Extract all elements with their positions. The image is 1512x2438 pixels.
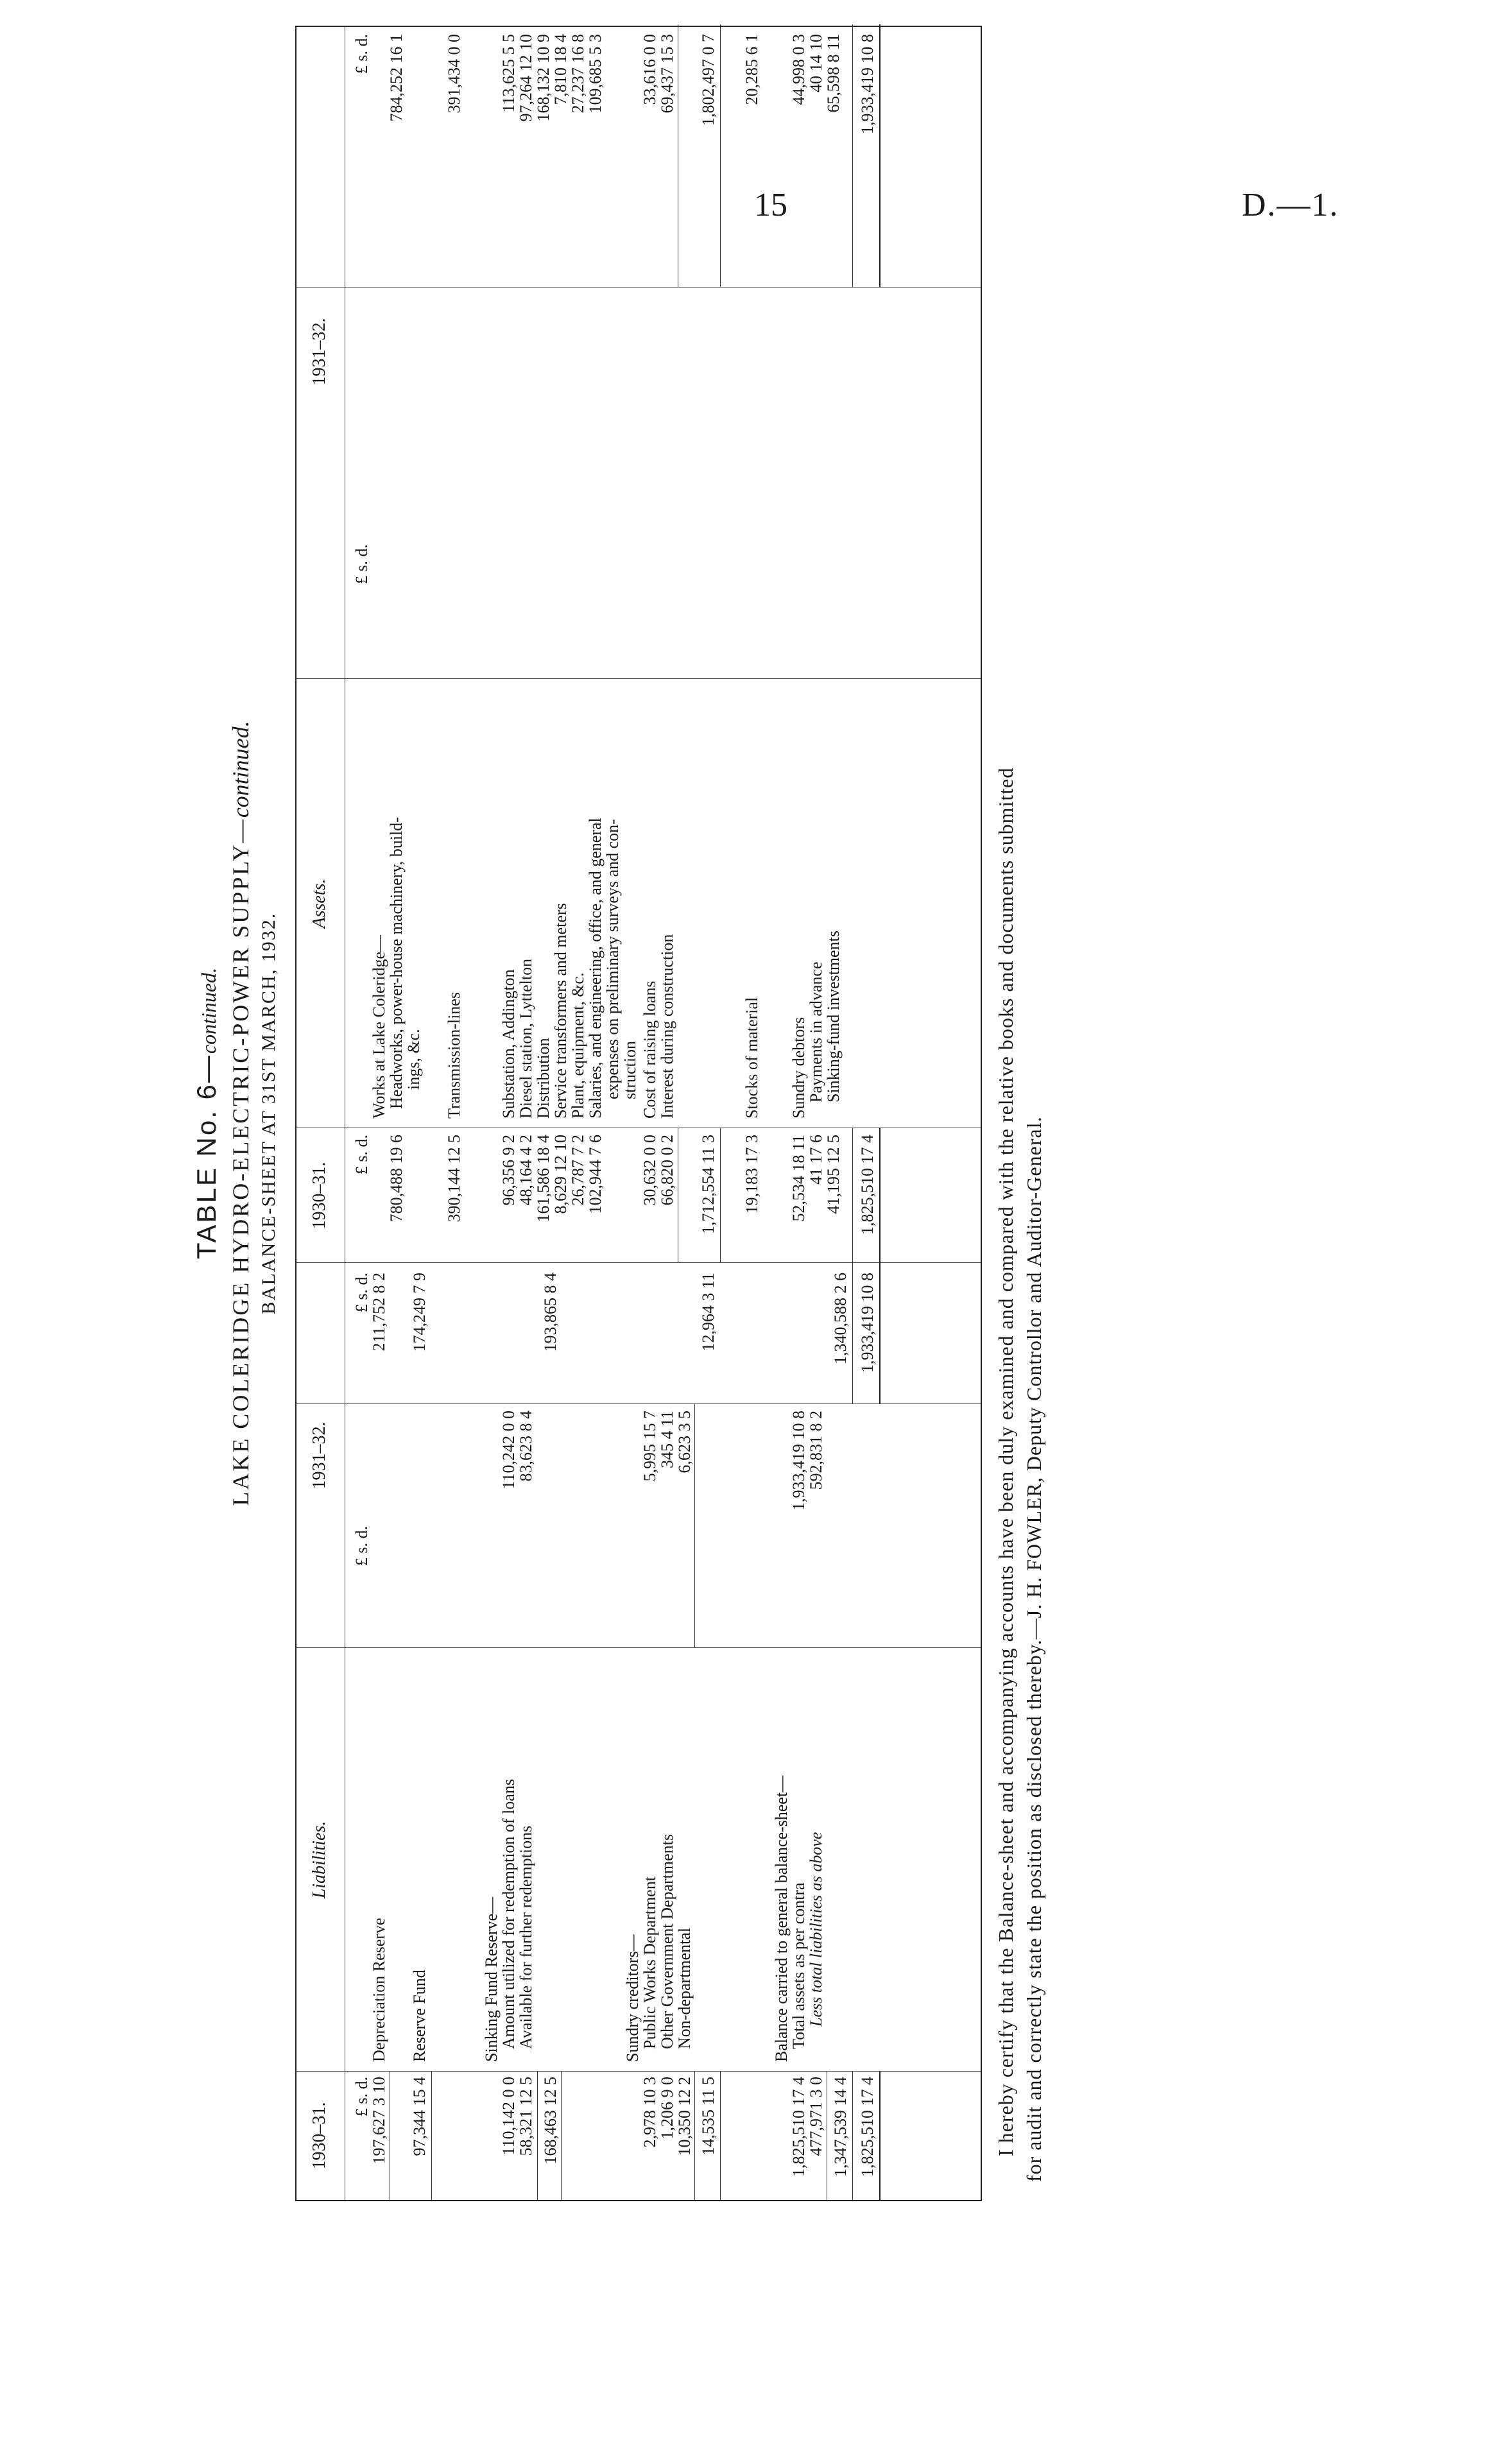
pwd-prev: 2,978 10 3 bbox=[640, 2077, 659, 2148]
cost-loans-cur: 33,616 0 0 bbox=[640, 34, 659, 105]
headworks-label-2: ings, &c. bbox=[404, 1029, 423, 1090]
transmission-cur: 391,434 0 0 bbox=[445, 34, 463, 114]
page-number: 15 bbox=[754, 187, 787, 223]
substation-label: Substation, Addington bbox=[499, 969, 518, 1119]
salaries-label-3: struction bbox=[621, 1041, 639, 1099]
rotated-balance-sheet bbox=[186, 13, 1046, 2214]
cred-total-prev: 14,535 11 5 bbox=[699, 2077, 717, 2156]
salaries-label: Salaries, and engineering, office, and general bbox=[586, 818, 605, 1119]
cost-loans-prev: 30,632 0 0 bbox=[640, 1135, 659, 1206]
units-label: £ s. d. bbox=[352, 1273, 371, 1313]
liab-grand-prev: 1,825,510 17 4 bbox=[858, 2077, 877, 2177]
salaries-label-2: expenses on preliminary surveys and con- bbox=[603, 819, 622, 1099]
pwd-label: Public Works Department bbox=[640, 1876, 659, 2049]
salaries-prev: 102,944 7 6 bbox=[586, 1135, 605, 1214]
other-gov-prev: 1,206 9 0 bbox=[658, 2077, 676, 2140]
depreciation-prev: 197,627 3 10 bbox=[370, 2077, 388, 2165]
table-title: TABLE No. 6—continued. bbox=[191, 967, 221, 1260]
interest-label: Interest during construction bbox=[658, 934, 676, 1119]
service-prev: 8,629 12 10 bbox=[551, 1135, 570, 1214]
sink-total-cur: 193,865 8 4 bbox=[541, 1273, 560, 1352]
other-gov-label: Other Government Departments bbox=[658, 1833, 676, 2049]
sinking-inv-cur: 65,598 8 11 bbox=[824, 34, 843, 113]
units-label: £ s. d. bbox=[352, 2077, 371, 2117]
nondep-prev: 10,350 12 2 bbox=[675, 2077, 694, 2156]
units-label: £ s. d. bbox=[352, 1526, 371, 1567]
diesel-cur: 97,264 12 10 bbox=[517, 34, 535, 122]
balance-heading: Balance carried to general balance-sheet— bbox=[772, 1775, 791, 2062]
units-label: £ s. d. bbox=[352, 544, 371, 585]
debtors-prev: 52,534 18 11 bbox=[789, 1135, 808, 1222]
headworks-cur: 784,252 16 1 bbox=[387, 34, 406, 122]
certificate-line-1: I hereby certify that the Balance-sheet and accompanying accounts have been duly examined and compared with the relative books and documents submitted bbox=[994, 767, 1017, 2156]
substation-cur: 113,625 5 5 bbox=[499, 34, 518, 113]
substation-prev: 96,356 9 2 bbox=[499, 1135, 518, 1206]
assets-subtotal-prev: 1,712,554 11 3 bbox=[699, 1135, 717, 1235]
sink-util-prev: 110,142 0 0 bbox=[499, 2077, 518, 2156]
sink-util-label: Amount utilized for redemption of loans bbox=[499, 1779, 518, 2049]
creditors-heading: Sundry creditors— bbox=[623, 1934, 642, 2062]
liabilities-header: Liabilities. bbox=[309, 1821, 329, 1899]
assets-prev-header: 1930–31. bbox=[309, 1162, 329, 1230]
liab-prev-header: 1930–31. bbox=[309, 2102, 329, 2170]
audit-certificate bbox=[992, 26, 1048, 2182]
works-heading: Works at Lake Coleridge— bbox=[370, 935, 388, 1119]
transmission-prev: 390,144 12 5 bbox=[445, 1135, 463, 1223]
cost-loans-label: Cost of raising loans bbox=[640, 981, 659, 1119]
total-assets-prev: 1,825,510 17 4 bbox=[789, 2077, 808, 2177]
assets-cur-header: 1931–32. bbox=[309, 318, 329, 386]
reserve-fund-cur: 174,249 7 9 bbox=[410, 1273, 429, 1352]
assets-grand-prev: 1,825,510 17 4 bbox=[858, 1135, 877, 1235]
stocks-cur: 20,285 6 1 bbox=[743, 34, 761, 105]
interest-cur: 69,437 15 3 bbox=[658, 34, 676, 114]
payments-prev: 41 17 6 bbox=[807, 1135, 825, 1185]
units-label: £ s. d. bbox=[352, 1135, 371, 1175]
reserve-fund-prev: 97,344 15 4 bbox=[410, 2077, 429, 2156]
total-assets-inner: 1,933,419 10 8 bbox=[789, 1411, 808, 1511]
page-reference: D.—1. bbox=[1242, 187, 1339, 223]
diesel-prev: 48,164 4 2 bbox=[517, 1135, 535, 1206]
certificate-line-2: for audit and correctly state the position as disclosed thereby.—J. H. FOWLER, Deputy Controllor and Auditor-General. bbox=[1022, 1116, 1045, 2182]
plant-prev: 26,787 7 2 bbox=[569, 1135, 587, 1206]
liab-grand-cur: 1,933,419 10 8 bbox=[858, 1273, 877, 1373]
depreciation-label: Depreciation Reserve bbox=[370, 1918, 388, 2062]
payments-label: Payments in advance bbox=[807, 961, 825, 1103]
distribution-label: Distribution bbox=[534, 1038, 553, 1119]
less-prev: 477,971 3 0 bbox=[807, 2077, 825, 2156]
transmission-label: Transmission-lines bbox=[445, 992, 463, 1119]
liab-cur-header: 1931–32. bbox=[309, 1421, 329, 1489]
less-label: Less total liabilities as above bbox=[807, 1832, 825, 2027]
nondep-label: Non-departmental bbox=[675, 1927, 694, 2049]
sinking-fund-heading: Sinking Fund Reserve— bbox=[482, 1896, 501, 2062]
sinking-inv-prev: 41,195 12 5 bbox=[824, 1135, 843, 1214]
reserve-fund-label: Reserve Fund bbox=[410, 1970, 429, 2062]
debtors-cur: 44,998 0 3 bbox=[789, 34, 808, 105]
units-label: £ s. d. bbox=[352, 34, 371, 74]
salaries-cur: 109,685 5 3 bbox=[586, 34, 605, 114]
nondep-inner: 6,623 3 5 bbox=[675, 1411, 694, 1473]
plant-cur: 27,237 16 8 bbox=[569, 34, 587, 114]
sinking-inv-label: Sinking-fund investments bbox=[824, 931, 843, 1103]
interest-prev: 66,820 0 2 bbox=[658, 1135, 676, 1206]
headworks-prev: 780,488 19 6 bbox=[387, 1135, 406, 1223]
cred-total-cur: 12,964 3 11 bbox=[699, 1273, 717, 1352]
balance-prev: 1,347,539 14 4 bbox=[831, 2077, 850, 2177]
sink-total-prev: 168,463 12 5 bbox=[541, 2077, 560, 2165]
service-cur: 7,810 18 4 bbox=[551, 34, 570, 105]
service-label: Service transformers and meters bbox=[551, 903, 570, 1119]
depreciation-cur: 211,752 8 2 bbox=[370, 1273, 388, 1352]
balance-cur: 1,340,588 2 6 bbox=[831, 1273, 850, 1364]
stocks-prev: 19,183 17 3 bbox=[743, 1135, 761, 1214]
assets-subtotal-cur: 1,802,497 0 7 bbox=[699, 34, 717, 126]
table-date: BALANCE-SHEET AT 31ST MARCH, 1932. bbox=[258, 912, 279, 1315]
distribution-cur: 168,132 10 9 bbox=[534, 34, 553, 122]
assets-header: Assets. bbox=[309, 879, 329, 929]
payments-cur: 40 14 10 bbox=[807, 34, 825, 92]
other-gov-inner: 345 4 11 bbox=[658, 1411, 676, 1469]
distribution-prev: 161,586 18 4 bbox=[534, 1135, 553, 1223]
sink-avail-prev: 58,321 12 5 bbox=[517, 2077, 535, 2156]
less-inner: 592,831 8 2 bbox=[807, 1411, 825, 1490]
diesel-label: Diesel station, Lyttelton bbox=[517, 958, 535, 1119]
total-assets-label: Total assets as per contra bbox=[789, 1882, 808, 2049]
assets-grand-cur: 1,933,419 10 8 bbox=[858, 34, 877, 134]
pwd-inner: 5,995 15 7 bbox=[640, 1411, 659, 1482]
sink-avail-label: Available for further redemptions bbox=[517, 1825, 535, 2049]
headworks-label: Headworks, power-house machinery, build- bbox=[387, 817, 406, 1109]
stocks-label: Stocks of material bbox=[743, 997, 761, 1119]
balance-sheet-table bbox=[295, 26, 982, 2201]
sink-avail-inner: 83,623 8 4 bbox=[517, 1411, 535, 1482]
debtors-label: Sundry debtors bbox=[789, 1017, 808, 1119]
sink-util-inner: 110,242 0 0 bbox=[499, 1411, 518, 1489]
plant-label: Plant, equipment, &c. bbox=[569, 972, 587, 1119]
table-subtitle: LAKE COLERIDGE HYDRO-ELECTRIC-POWER SUPPLY—continued. bbox=[228, 721, 253, 1506]
